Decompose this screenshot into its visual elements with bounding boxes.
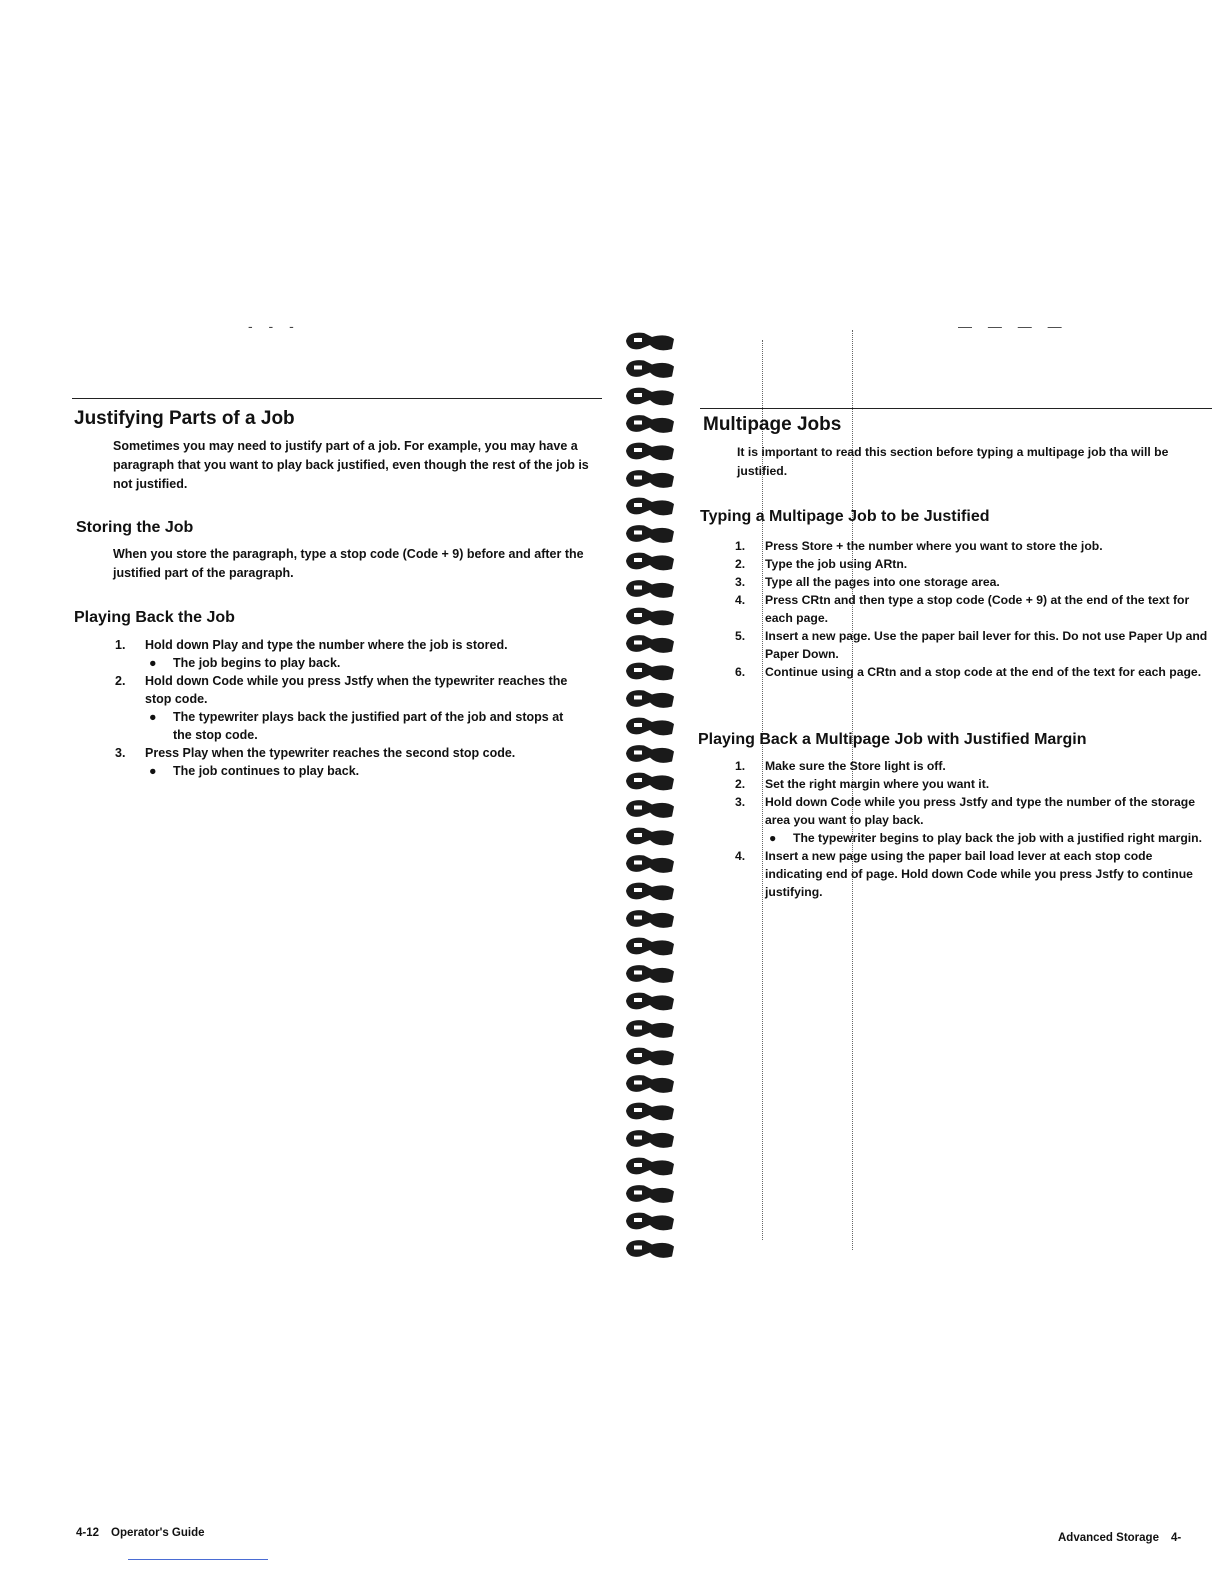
binding-ring: [626, 910, 674, 928]
step-number: 4.: [735, 593, 746, 607]
bullet-text: The typewriter begins to play back the job with a justified right margin.: [793, 831, 1203, 845]
binding-ring: [626, 608, 674, 626]
step-number: 6.: [735, 665, 746, 679]
list-item: [735, 627, 1213, 663]
step-number: 3.: [735, 575, 746, 589]
binding-ring: [626, 883, 674, 901]
list-item: [735, 573, 1213, 591]
binding-ring: [626, 938, 674, 956]
binding-ring: [626, 635, 674, 653]
bullet-dot-icon: ●: [149, 764, 157, 778]
binding-ring: [626, 828, 674, 846]
step-text: Press Play when the typewriter reaches the second stop code.: [145, 746, 516, 760]
page-title-right: Multipage Jobs: [703, 414, 842, 435]
binding-ring: [626, 470, 674, 488]
binding-ring: [626, 690, 674, 708]
binding-ring: [626, 360, 674, 378]
list-item: [735, 537, 1213, 555]
bullet-text: The job continues to play back.: [173, 764, 360, 778]
step-number: 3.: [115, 746, 126, 760]
playing-heading-left: Playing Back the Job: [74, 609, 235, 626]
playing-steps-right: [735, 757, 1205, 901]
binding-ring: [626, 1075, 674, 1093]
step-text: Continue using a CRtn and a stop code at the end of the text for each page.: [765, 665, 1202, 679]
binding-ring: [626, 388, 674, 406]
binding-ring: [626, 800, 674, 818]
storing-heading: Storing the Job: [76, 519, 194, 536]
step-number: 4.: [735, 849, 746, 863]
step-text: Hold down Play and type the number where the job is stored.: [145, 638, 508, 652]
step-number: 2.: [115, 674, 126, 688]
blue-underline: [128, 1559, 268, 1560]
step-number: 2.: [735, 557, 746, 571]
typing-steps: [735, 537, 1213, 681]
binding-ring: [626, 1240, 674, 1258]
list-item: [735, 793, 1205, 847]
page-number-right: 4-: [1170, 1532, 1182, 1544]
step-text: Insert a new page. Use the paper bail lever for this. Do not use Paper Up and Paper Down.: [765, 629, 1208, 661]
binding-ring: [626, 1130, 674, 1148]
playing-steps-left: [115, 636, 585, 780]
binding-ring: [626, 718, 674, 736]
step-text: Type the job using ARtn.: [765, 557, 908, 571]
binding-ring: [626, 663, 674, 681]
list-item: [735, 663, 1213, 681]
playing-heading-right: Playing Back a Multipage Job with Justified Margin: [698, 731, 1087, 748]
step-number: 2.: [735, 777, 746, 791]
binding-ring: [626, 1213, 674, 1231]
binding-ring: [626, 1103, 674, 1121]
step-bullet: [145, 654, 585, 672]
bullet-text: The job begins to play back.: [173, 656, 341, 670]
binding-ring: [626, 1158, 674, 1176]
step-text: Type all the pages into one storage area.: [765, 575, 1000, 589]
step-text: Set the right margin where you want it.: [765, 777, 990, 791]
footer-label-right: Advanced Storage: [1058, 1532, 1159, 1544]
binding-ring: [626, 773, 674, 791]
binding-ring: [626, 855, 674, 873]
list-item: [115, 672, 585, 744]
binding-ring: [626, 993, 674, 1011]
list-item: [735, 757, 1205, 775]
step-text: Hold down Code while you press Jstfy when the typewriter reaches the stop code.: [145, 674, 568, 706]
step-number: 1.: [115, 638, 126, 652]
step-text: Make sure the Store light is off.: [765, 759, 946, 773]
header-rule-left: [72, 398, 602, 399]
intro-paragraph-left: Sometimes you may need to justify part of a job. For example, you may have a paragraph that you want to play back justified, even though the rest of the job is not justified.: [113, 439, 589, 491]
typing-heading: Typing a Multipage Job to be Justified: [700, 508, 990, 525]
binding-ring: [626, 415, 674, 433]
step-bullet: [145, 708, 585, 744]
list-item: [735, 847, 1205, 901]
intro-paragraph-right: It is important to read this section before typing a multipage job tha will be justified.: [737, 445, 1169, 478]
step-text: Press Store + the number where you want to store the job.: [765, 539, 1103, 553]
list-item: [115, 636, 585, 672]
list-item: [735, 775, 1205, 793]
storing-paragraph: When you store the paragraph, type a stop code (Code + 9) before and after the justified part of the paragraph.: [113, 547, 584, 580]
list-item: [115, 744, 585, 780]
step-bullet: [765, 829, 1205, 847]
bullet-dot-icon: ●: [149, 656, 157, 670]
binding-ring: [626, 1185, 674, 1203]
binding-ring: [626, 333, 674, 351]
binding-ring: [626, 553, 674, 571]
step-number: 1.: [735, 759, 746, 773]
binding-ring: [626, 580, 674, 598]
list-item: [735, 591, 1213, 627]
top-marks-right: — — — —: [958, 318, 1068, 334]
binding-ring: [626, 1020, 674, 1038]
bullet-dot-icon: ●: [149, 710, 157, 724]
step-number: 3.: [735, 795, 746, 809]
step-bullet: [145, 762, 585, 780]
step-number: 5.: [735, 629, 746, 643]
page-title-left: Justifying Parts of a Job: [74, 408, 295, 429]
step-number: 1.: [735, 539, 746, 553]
footer-left: [76, 1527, 205, 1539]
bullet-text: The typewriter plays back the justified part of the job and stops at the stop code.: [173, 710, 564, 742]
list-item: [735, 555, 1213, 573]
binding-ring: [626, 965, 674, 983]
footer-label-left: Operator's Guide: [111, 1527, 205, 1539]
top-marks-left: - - -: [248, 318, 300, 334]
page-number-left: 4-12: [76, 1527, 100, 1539]
footer-right: [1058, 1532, 1181, 1544]
step-text: Insert a new page using the paper bail load lever at each stop code indicating end of page. Hold down Code while you press Jstfy to continue justifying.: [765, 849, 1193, 899]
step-text: Press CRtn and then type a stop code (Code + 9) at the end of the text for each page.: [765, 593, 1190, 625]
binding-ring: [626, 1048, 674, 1066]
header-rule-right: [700, 408, 1212, 409]
binding-ring: [626, 443, 674, 461]
binding-ring: [626, 525, 674, 543]
step-text: Hold down Code while you press Jstfy and type the number of the storage area you want to play back.: [765, 795, 1196, 827]
spiral-binding-icon: [622, 325, 680, 1260]
binding-ring: [626, 745, 674, 763]
binding-ring: [626, 498, 674, 516]
bullet-dot-icon: ●: [769, 831, 777, 845]
